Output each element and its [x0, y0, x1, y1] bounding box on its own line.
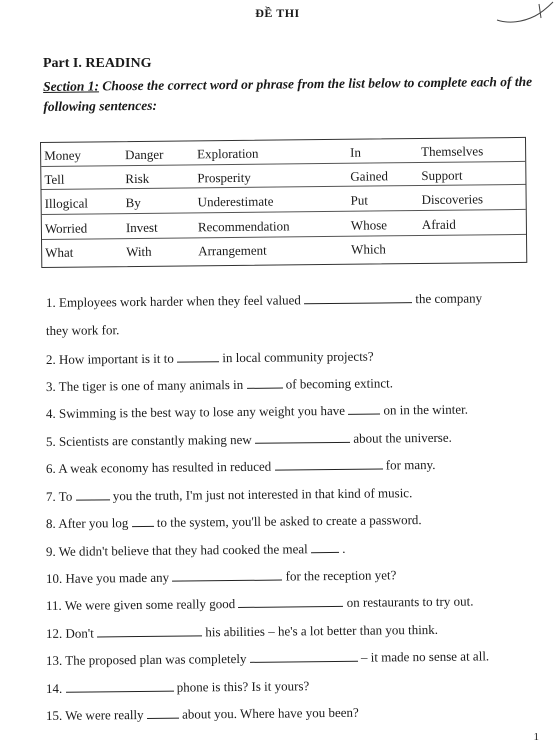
question-text-before: We were really [65, 706, 144, 723]
question-number: 7. [45, 488, 56, 504]
question-number: 12. [45, 625, 63, 641]
question-text-before: We didn't believe that they had cooked the meal [58, 541, 308, 559]
word-option: Underestimate [197, 193, 274, 210]
question-item [46, 594, 474, 614]
word-list-cells [41, 138, 525, 260]
word-option: Discoveries [421, 191, 484, 208]
word-option: Exploration [197, 145, 259, 162]
answer-blank[interactable] [311, 541, 339, 553]
answer-blank[interactable] [348, 403, 380, 415]
word-option: In [350, 144, 362, 160]
word-option: Recommendation [197, 218, 290, 235]
question-text-after: the company [415, 290, 483, 307]
answer-blank[interactable] [132, 515, 154, 527]
question-number: 2. [45, 351, 56, 367]
question-item [46, 430, 452, 450]
question-text-after: phone is this? Is it yours? [176, 678, 310, 695]
question-number: 3. [45, 378, 56, 394]
answer-blank[interactable] [274, 457, 382, 470]
word-option: Themselves [421, 143, 484, 160]
question-text-before: Don't [65, 625, 94, 641]
question-item [46, 705, 359, 724]
word-option: Illogical [44, 195, 89, 211]
word-option: What [45, 244, 74, 260]
question-number: 8. [45, 515, 56, 531]
word-list-box [40, 137, 527, 268]
answer-blank[interactable] [65, 680, 173, 693]
answer-blank[interactable] [147, 707, 179, 719]
word-option: By [125, 194, 141, 211]
question-text-after: to the system, you'll be asked to create a password. [156, 512, 422, 530]
question-item [46, 349, 374, 368]
part-heading: Part I. READING [43, 56, 152, 71]
question-text-after: – it made no sense at all. [360, 648, 490, 665]
question-text-after: for many. [385, 456, 436, 473]
answer-blank[interactable] [246, 377, 282, 389]
question-number: 14. [45, 680, 63, 696]
question-text-before: Scientists are constantly making new [58, 431, 252, 449]
word-option: Tell [44, 171, 65, 187]
word-option: Which [351, 241, 386, 257]
section-instruction [43, 72, 533, 117]
word-option: Put [350, 192, 369, 208]
word-option: With [126, 243, 152, 260]
answer-blank[interactable] [75, 488, 109, 500]
question-text-after: about the universe. [353, 429, 452, 446]
question-item [46, 485, 412, 505]
question-text-after: of becoming extinct. [285, 375, 394, 392]
question-text-before: Employees work harder when they feel valued [58, 292, 301, 310]
word-option: Worried [44, 220, 88, 236]
word-option: Money [44, 147, 82, 163]
box-row-divider [42, 209, 526, 215]
exam-title: ĐỀ THI [255, 6, 300, 20]
question-number: 4. [45, 405, 56, 421]
question-text-before: Swimming is the best way to lose any weight you have [58, 402, 346, 421]
section-label: Section 1: [43, 78, 100, 94]
word-option: Afraid [421, 216, 456, 233]
question-item [46, 622, 438, 642]
word-option: Invest [125, 219, 158, 236]
question-text-after: . [342, 540, 346, 556]
question-number: 9. [45, 543, 56, 559]
word-option: Danger [125, 146, 164, 163]
question-item [46, 290, 482, 311]
question-number: 6. [45, 460, 56, 476]
answer-blank[interactable] [177, 350, 219, 362]
question-number: 13. [45, 652, 63, 668]
question-continuation: they work for. [45, 322, 120, 338]
word-option: Arrangement [198, 242, 267, 259]
question-text-after: his abilities – he's a lot better than you think. [205, 621, 439, 640]
question-text-after: on restaurants to try out. [346, 593, 474, 610]
question-number: 10. [45, 570, 63, 586]
question-item [46, 457, 436, 477]
question-item [46, 678, 309, 697]
question-item [46, 512, 422, 532]
word-option: Gained [350, 168, 388, 184]
question-item [46, 567, 397, 587]
question-text-before: The tiger is one of many animals in [58, 376, 244, 394]
question-text-after: you the truth, I'm just not interested in that kind of music. [112, 485, 413, 504]
section-text: Choose the correct word or phrase from the list below to complete each of the following sentences: [43, 73, 533, 114]
question-text-after: on in the winter. [383, 401, 469, 418]
word-option: Prosperity [197, 169, 251, 186]
box-row-divider [42, 234, 526, 240]
answer-blank[interactable] [250, 650, 358, 663]
box-row-divider [41, 161, 525, 167]
question-item [46, 541, 346, 560]
question-number: 5. [45, 433, 56, 449]
question-text-before: Have you made any [65, 569, 170, 586]
question-text-before: A weak economy has resulted in reduced [58, 458, 272, 476]
box-row-divider [41, 184, 525, 190]
question-number: 1. [45, 294, 56, 310]
answer-blank[interactable] [238, 595, 343, 608]
question-text-after: for the reception yet? [285, 567, 397, 584]
word-option: Risk [125, 170, 150, 187]
answer-blank[interactable] [97, 624, 202, 637]
answer-blank[interactable] [255, 431, 350, 444]
answer-blank[interactable] [172, 569, 282, 582]
question-item [46, 375, 393, 395]
word-option: Support [421, 167, 463, 184]
question-text-after: about you. Where have you been? [182, 704, 359, 722]
question-text-after: in local community projects? [222, 348, 374, 366]
word-option: Whose [350, 217, 388, 233]
question-text-before: The proposed plan was completely [65, 650, 247, 668]
question-text-before: After you log [58, 515, 129, 531]
question-text-before: How important is it to [58, 350, 174, 367]
answer-blank[interactable] [304, 291, 412, 304]
question-item [46, 402, 468, 422]
page-number: 1 [533, 731, 539, 743]
question-text-before: To [58, 488, 73, 504]
question-number: 15. [45, 707, 63, 723]
question-text-before: We were given some really good [64, 596, 236, 613]
question-item [46, 648, 489, 669]
question-number: 11. [45, 597, 62, 613]
